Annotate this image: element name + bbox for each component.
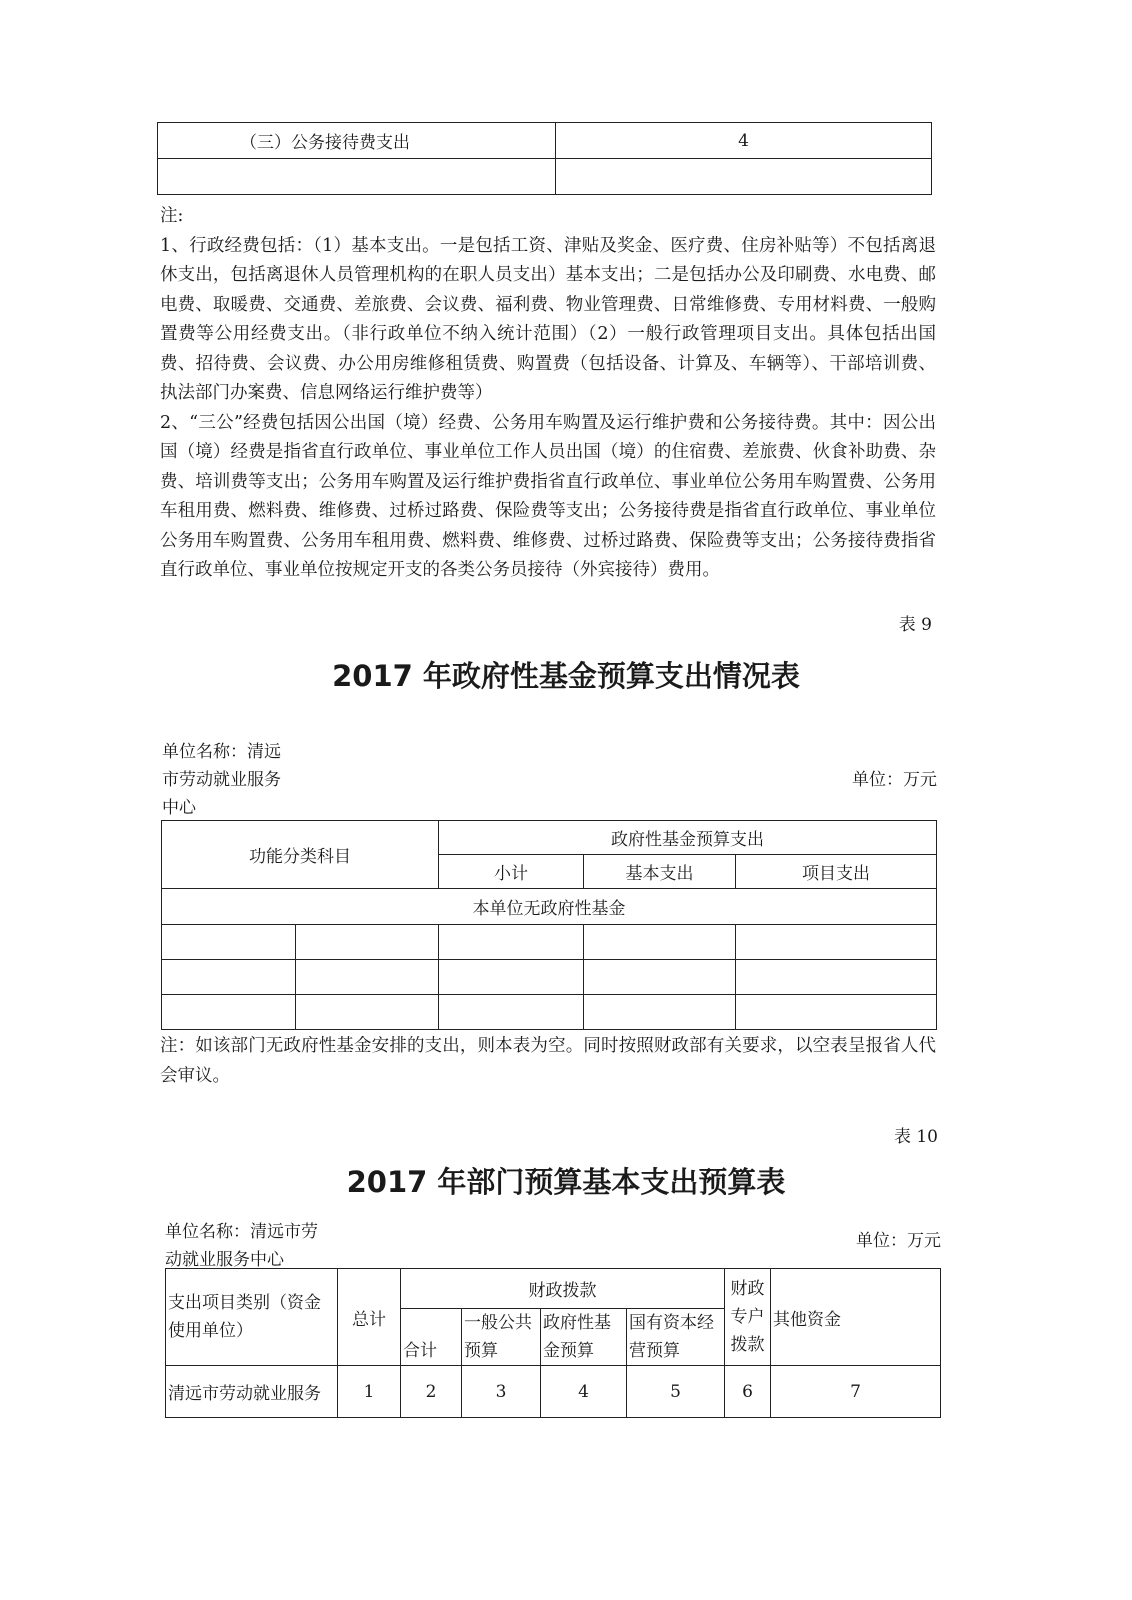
col-special-header: 财政 专户 拨款: [725, 1269, 771, 1366]
table-row: [162, 925, 937, 960]
row-unit-name: 清远市劳动就业服务: [166, 1366, 338, 1418]
table9-note: 注：如该部门无政府性基金安排的支出，则本表为空。同时按照财政部有关要求，以空表呈报省人代会审议。: [160, 1036, 936, 1086]
notes-label: 注:: [160, 206, 184, 226]
table9-unit: 单位：万元: [852, 770, 937, 790]
col-state-capital-header: 国有资本经 营预算: [627, 1309, 725, 1366]
col-fiscal-header: 财政拨款: [401, 1269, 725, 1309]
table10-title: 2017 年部门预算基本支出预算表: [346, 1165, 786, 1199]
gov-fund-expense-table: [161, 820, 937, 1030]
row-value-sum: 2: [401, 1366, 462, 1418]
col-gov-fund-header: 政府性基 金预算: [541, 1309, 627, 1366]
reception-expense-table: [157, 122, 932, 195]
basic-expense-budget-table: [165, 1268, 941, 1418]
row-value-gov-fund: 4: [541, 1366, 627, 1418]
col-category-header: 功能分类科目: [162, 821, 439, 889]
table10-unit-name: 单位名称：清远市劳 动就业服务中心: [165, 1222, 318, 1270]
empty-cell: [556, 159, 932, 195]
row-value-state-capital: 5: [627, 1366, 725, 1418]
reception-expense-value: 4: [556, 123, 932, 159]
notes-section: [160, 202, 936, 586]
col-general-header: 一般公共 预算: [462, 1309, 541, 1366]
table-row: [166, 1366, 941, 1418]
table10-unit: 单位：万元: [856, 1231, 941, 1251]
row-value-special: 6: [725, 1366, 771, 1418]
note-1: 1、行政经费包括：（1）基本支出。一是包括工资、津贴及奖金、医疗费、住房补贴等）不包括离退休支出，包括离退休人员管理机构的在职人员支出）基本支出；二是包括办公及印刷费、水电费、邮电费、取暖费、交通费、差旅费、会议费、福利费、物业管理费、日常维修费、专用材料费、一般购置费等公用经费支出。（非行政单位不纳入统计范围）（2）一般行政管理项目支出。具体包括出国费、招待费、会议费、办公用房维修租赁费、购置费（包括设备、计算及、车辆等）、干部培训费、执法部门办案费、信息网络运行维护费等）: [160, 235, 936, 403]
empty-cell: [158, 159, 556, 195]
table-row: [162, 960, 937, 995]
col-basic-header: 基本支出: [584, 855, 736, 889]
table9-title: 2017 年政府性基金预算支出情况表: [332, 659, 800, 693]
note-2: 2、“三公”经费包括因公出国（境）经费、公务用车购置及运行维护费和公务接待费。其中：因公出国（境）经费是指省直行政单位、事业单位工作人员出国（境）的住宿费、差旅费、伙食补助费、杂费、培训费等支出；公务用车购置及运行维护费指省直行政单位、事业单位公务用车购置费、公务用车租用费、燃料费、维修费、过桥过路费、保险费等支出；公务接待费是指省直行政单位、事业单位公务用车购置费、公务用车租用费、燃料费、维修费、过桥过路费、保险费等支出；公务接待费指省直行政单位、事业单位按规定开支的各类公务员接待（外宾接待）费用。: [160, 412, 936, 580]
table10-number: 表 10: [893, 1127, 938, 1147]
table9-number: 表 9: [898, 615, 932, 635]
row-value-other: 7: [771, 1366, 941, 1418]
row-value-general: 3: [462, 1366, 541, 1418]
col-sum-header: 合计: [401, 1309, 462, 1366]
table-row: [162, 995, 937, 1030]
row-value-total: 1: [338, 1366, 401, 1418]
no-fund-row: 本单位无政府性基金: [162, 889, 937, 925]
table9-unit-name: 单位名称：清远 市劳动就业服务 中心: [162, 742, 281, 818]
col-total-header: 总计: [338, 1269, 401, 1366]
col-other-header: 其他资金: [771, 1269, 941, 1366]
col-group-header: 政府性基金预算支出: [439, 821, 937, 855]
col-subtotal-header: 小计: [439, 855, 584, 889]
reception-expense-label: （三）公务接待费支出: [158, 123, 556, 159]
col-item-header: 支出项目类别（资金 使用单位）: [166, 1269, 338, 1366]
col-project-header: 项目支出: [736, 855, 937, 889]
